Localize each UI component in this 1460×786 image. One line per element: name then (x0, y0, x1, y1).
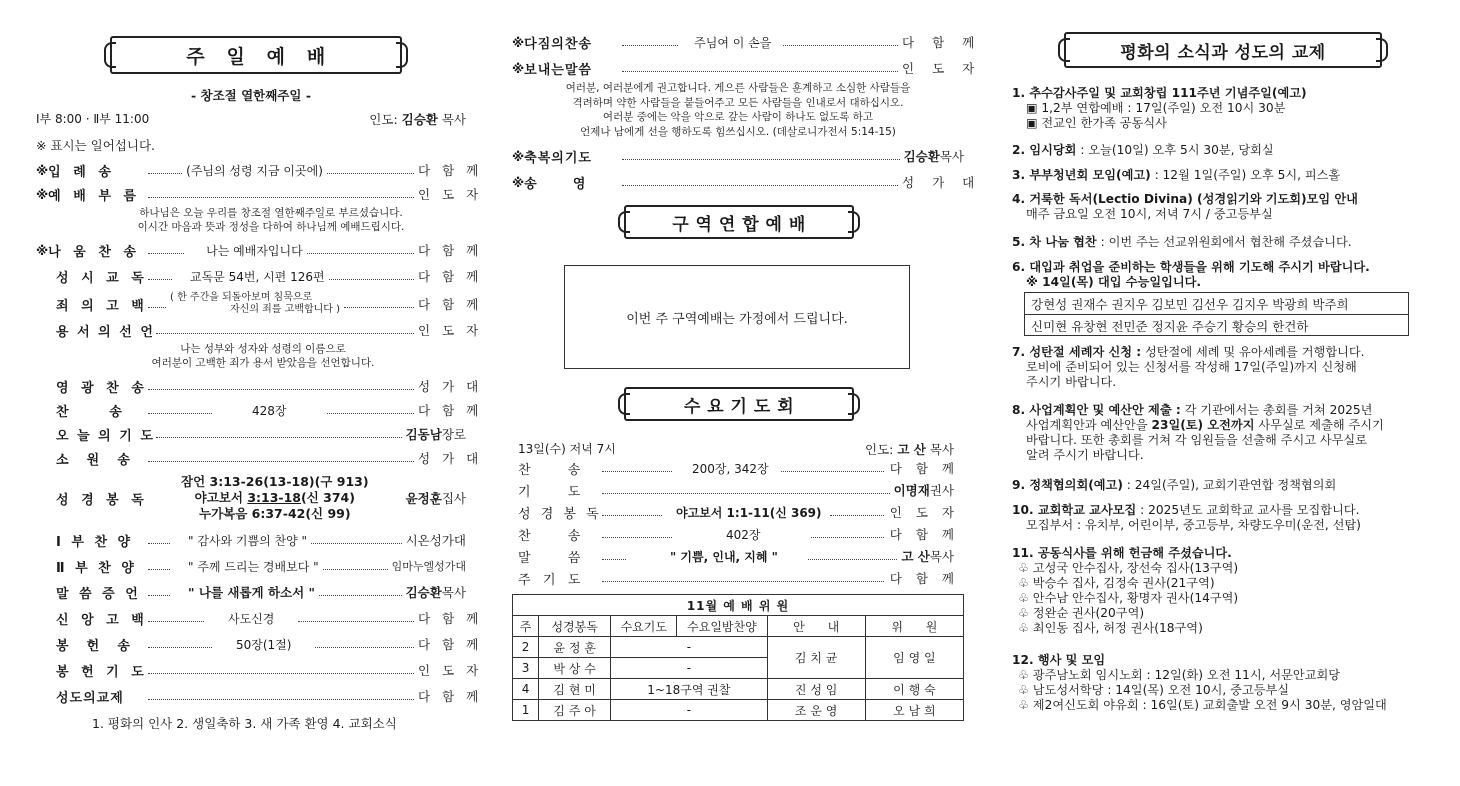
sunday-subtitle: - 창조절 열한째주일 - (190, 88, 312, 103)
wednesday-leader: 인도: 고 산 목사 (865, 442, 954, 457)
order-fellowship: 성도의교제 다함께 (56, 689, 491, 706)
service-times: Ⅰ부 8:00 · Ⅱ부 11:00 (36, 112, 150, 126)
order-opening-hymn: ※ 나 움 찬 송 나는 예배자입니다 다함께 (36, 242, 491, 260)
dot-leader (148, 190, 414, 198)
dot-leader (156, 430, 402, 438)
closing-and-weekday-column (512, 0, 993, 786)
scripture-refs: 잠언 3:13-26(13-18)(구 913) 야고보서 3:13-18(신 374) 누가복음 6:37-42(신 99) (181, 474, 369, 521)
order-call-to-worship: ※ 예 배 부 름 인도자 (36, 186, 491, 204)
table-row: 4 김 현 미 1~18구역 권찰 진 성 임 이 행 숙 (513, 679, 964, 700)
order-responsive-reading: 성 시 교 독 교독문 54번, 시편 126편 다함께 (56, 269, 491, 286)
dot-leader (311, 536, 402, 544)
dot-leader (148, 300, 166, 308)
order-choir-2: Ⅱ 부 찬 양 " 주께 드리는 경배보다 " 임마누엘성가대 (56, 559, 466, 576)
order-wish-song: 소 원 송 성가대 (56, 451, 491, 468)
order-choir-1: Ⅰ 부 찬 양 " 감사와 기쁨의 찬양 " 시온성가대 (56, 533, 466, 550)
dot-leader (148, 614, 204, 622)
order-sermon: 말 씀 증 언 " 나를 새롭게 하소서 " 김승환목사 (56, 585, 466, 602)
dot-leader (329, 272, 414, 280)
dot-leader (781, 464, 884, 472)
dot-leader (148, 406, 212, 414)
order-scripture: 성 경 봉 독 잠언 3:13-26(13-18)(구 913) 야고보서 3:13-18(신 374) 누가복음 6:37-42(신 99) 윤정훈집사 (56, 474, 466, 521)
wed-lords-prayer: 주 기 도 다함께 (518, 571, 968, 588)
news-item-4: 4. 거룩한 독서(Lectio Divina) (성경읽기와 기도회)모임 안내 매주 금요일 오전 10시, 저녁 7시 / 중고등부실 (1012, 192, 1358, 221)
banner-title: 평화의 소식과 성도의 교제 (1120, 42, 1326, 63)
dot-leader (148, 454, 414, 462)
dot-leader (148, 640, 212, 648)
news-item-3: 3. 부부청년회 모임(예고) : 12월 1일(주일) 오후 5시, 피스홀 (1012, 168, 1341, 182)
order-offering-prayer: 봉 헌 기 도 인도자 (56, 663, 491, 680)
dot-leader (602, 464, 672, 472)
order-creed: 신 앙 고 백 사도신경 다함께 (56, 611, 491, 628)
table-title: 11월 예 배 위 원 (513, 595, 964, 616)
sending-text: 여러분, 여러분에게 권고합니다. 게으른 사람들은 훈계하고 소심한 사람들을 격려하며 약한 사람들을 붙들어주고 모든 사람들을 인내로서 대하십시오. 여러분 중에는 악을 악으로 갚는 사람이 하나도 없도록 하고 언제나 남에게 선을 행하도록 힘쓰십시오. (데살로니가전서 5:14-15) (565, 82, 911, 138)
order-hymn: 찬 송 428장 다함께 (56, 403, 491, 420)
wed-hymn-2: 찬 송 402장 다함께 (518, 527, 968, 544)
news-item-2: 2. 임시당회 : 오늘(10일) 오후 5시 30분, 당회실 (1012, 143, 1274, 157)
dot-leader (344, 300, 414, 308)
dot-leader (148, 588, 170, 596)
table-row: 3 박 상 수 - (513, 658, 964, 679)
news-item-10: 10. 교회학교 교사모집 : 2025년도 교회학교 교사를 모집합니다. 모집부서 : 유치부, 어린이부, 중고등부, 차량도우미(운전, 선탑) (1012, 503, 1361, 532)
dot-leader (319, 588, 402, 596)
district-worship-text: 이번 주 구역예배는 가정에서 드립니다. (626, 311, 848, 327)
news-item-8: 8. 사업계획안 및 예산안 제출 : 각 기관에서는 총회를 거쳐 2025년 사업계획안과 예산안을 23일(토) 오전까지 사무실로 제출해 주시기 바랍니다. 또한 총회를 거쳐 각 임원들을 선출해 주시고 사무실로 알려 주시기 바랍니다. (1012, 403, 1384, 462)
table-row: 1 김 주 아 - 조 운 영 오 남 희 (513, 700, 964, 721)
news-item-5: 5. 차 나눔 협찬 : 이번 주는 선교위원회에서 협찬해 주셨습니다. (1012, 235, 1352, 249)
wed-sermon: 말 씀 " 기쁨, 인내, 지혜 " 고 산목사 (518, 549, 954, 566)
confession-note: ( 한 주간을 되돌아보며 침묵으로 자신의 죄를 고백합니다 ) (170, 292, 341, 315)
order-entrance-hymn: ※ 입 례 송 (주님의 성령 지금 이곳에) 다함께 (36, 162, 491, 180)
fellowship-items: 1. 평화의 인사 2. 생일축하 3. 새 가족 환영 4. 교회소식 (92, 716, 397, 731)
district-worship-box (564, 265, 910, 369)
sunday-worship-banner (110, 36, 402, 74)
order-gloria: 영 광 찬 송 성가대 (56, 379, 491, 396)
order-assurance-of-pardon: 용 서 의 선 언 인도자 (56, 323, 491, 340)
dot-leader (148, 382, 414, 390)
dot-leader (148, 562, 170, 570)
wednesday-time: 13일(수) 저녁 7시 (518, 442, 616, 456)
wed-prayer: 기 도 이명재권사 (518, 483, 954, 500)
dot-leader (298, 614, 414, 622)
news-item-9: 9. 정책협의회(예고) : 24일(주일), 교회기관연합 정책협의회 (1012, 478, 1337, 492)
order-confession: 죄 의 고 백 ( 한 주간을 되돌아보며 침묵으로 자신의 죄를 고백합니다 ) 다함께 (56, 292, 491, 315)
dot-leader (602, 486, 890, 494)
dot-leader (148, 166, 182, 174)
dot-leader (327, 166, 414, 174)
dot-leader (323, 562, 388, 570)
news-item-6: 6. 대입과 취업을 준비하는 학생들을 위해 기도해 주시기 바랍니다. ※ 14일(목) 대입 수능일입니다. (1012, 260, 1370, 289)
dot-leader (148, 536, 170, 544)
exam-students-box: 강현성 권재수 권지우 김보민 김선우 김지우 박광희 박주희 신미현 유창현 전민준 정지윤 주승기 황승의 한건하 (1024, 292, 1409, 336)
banner-title: 주 일 예 배 (186, 45, 326, 68)
news-item-7: 7. 성탄절 세례자 신청 : 성탄절에 세례 및 유아세례를 거행합니다. 로비에 준비되어 있는 신청서를 작성해 17일(주일)까지 신청해 주시기 바랍니다. (1012, 345, 1365, 389)
service-leader: 인도: 김승환 목사 (369, 112, 466, 127)
order-prayer: 오 늘 의 기 도 김동남장로 (56, 427, 466, 444)
call-note: 하나님은 오늘 우리를 창조절 열한째주일로 부르셨습니다. 이시간 마음과 뜻과 정성을 다하여 하나님께 예배드립시다. (137, 207, 405, 233)
news-item-12: 12. 행사 및 모임 ♧ 광주남노회 임시노회 : 12일(화) 오전 11시, 서문안교회당 ♧ 남도성서학당 : 14일(목) 오전 10시, 중고등부실 ♧ 제2여신도회 야유회 : 16일(토) 교회출발 오전 9시 30분, 영암일대 (1012, 653, 1387, 712)
order-benediction: ※ 축복의기도 김승환목사 (512, 148, 964, 166)
dot-leader (148, 692, 414, 700)
dot-leader (156, 326, 414, 334)
order-commitment-hymn: ※ 다짐의찬송 주님여 이 손을 다함께 (512, 34, 993, 52)
table-header-row: 주 성경봉독 수요기도 수요일밤찬양 안 내 위 원 (513, 616, 964, 637)
dot-leader (622, 38, 678, 46)
dot-leader (315, 640, 414, 648)
order-sending-word: ※ 보내는말씀 인도자 (512, 60, 993, 78)
dot-leader (148, 666, 414, 674)
dot-leader (602, 530, 672, 538)
wednesday-prayer-banner (624, 387, 854, 421)
dot-leader (602, 574, 884, 582)
church-news-column (1012, 0, 1437, 786)
dot-leader (148, 246, 184, 254)
church-news-banner (1064, 32, 1382, 68)
dot-leader (830, 508, 884, 516)
district-worship-banner (624, 205, 854, 239)
dot-leader (622, 64, 898, 72)
banner-title: 수 요 기 도 회 (683, 396, 795, 417)
dot-leader (148, 272, 172, 280)
dot-leader (602, 508, 662, 516)
dot-leader (783, 38, 898, 46)
worship-order-column (36, 0, 491, 786)
wed-hymn-1: 찬 송 200장, 342장 다함께 (518, 461, 968, 478)
news-item-11: 11. 공동식사를 위해 헌금해 주셨습니다. ♧ 고성국 안수집사, 장선숙 집사(13구역) ♧ 박승수 집사, 김정숙 권사(21구역) ♧ 안수남 안수집사, 황명자 권사(14구역) ♧ 정완순 권사(20구역) ♧ 최인동 집사, 허정 권사(18구역) (1012, 546, 1239, 635)
dot-leader (602, 552, 626, 560)
wed-scripture: 성 경 봉 독 야고보서 1:1-11(신 369) 인도자 (518, 505, 968, 522)
dot-leader (307, 246, 414, 254)
order-doxology: ※ 송 영 성가대 (512, 174, 993, 192)
dot-leader (811, 530, 885, 538)
pardon-note: 나는 성부와 성자와 성령의 이름으로 여러분이 고백한 죄가 용서 받았음을 선언합니다. (151, 343, 375, 369)
dot-leader (622, 178, 898, 186)
news-item-1: 1. 추수감사주일 및 교회창립 111주년 기념주일(예고) ▣ 1,2부 연합예배 : 17일(주일) 오전 10시 30분 ▣ 전교인 한가족 공동식사 (1012, 86, 1307, 130)
dot-leader (808, 552, 897, 560)
stand-note: ※ 표시는 일어섭니다. (36, 138, 155, 153)
worship-committee-table (512, 594, 964, 721)
dot-leader (622, 152, 899, 160)
banner-title: 구 역 연 합 예 배 (672, 214, 806, 235)
dot-leader (327, 406, 415, 414)
order-offertory: 봉 헌 송 50장(1절) 다함께 (56, 637, 491, 654)
table-row: 2 윤 정 훈 - 김 치 균 임 영 일 (513, 637, 964, 658)
